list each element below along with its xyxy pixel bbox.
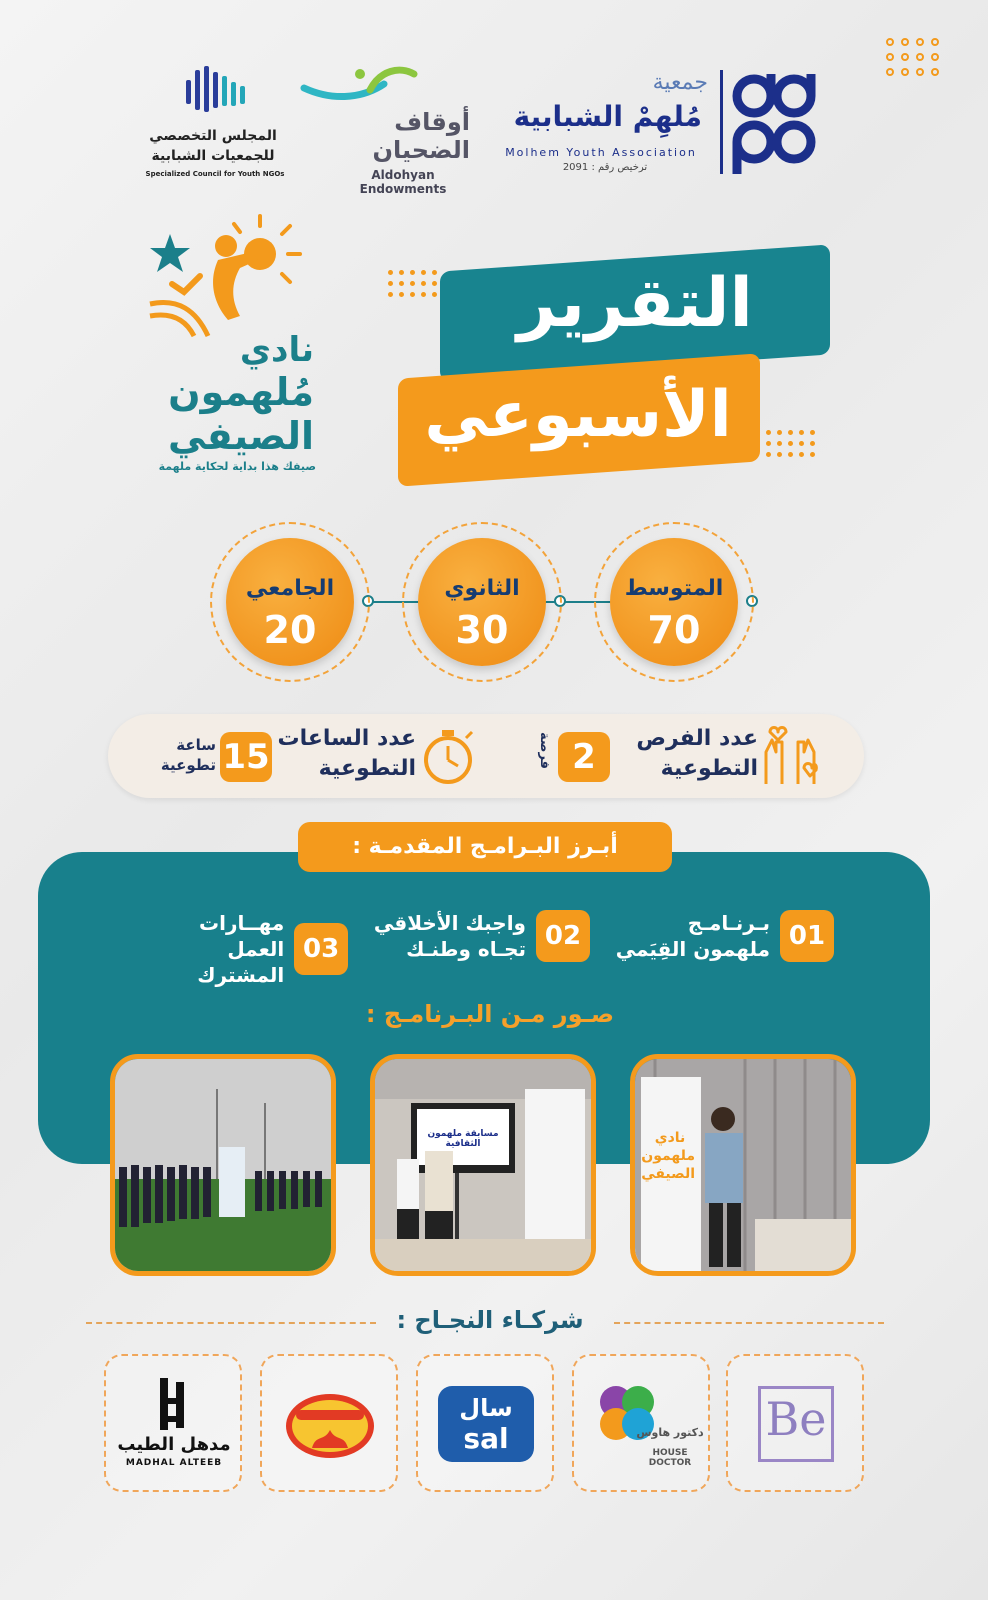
opportunities-value: 2 [558, 732, 610, 782]
circle-fill [418, 538, 546, 666]
quiz-screen-text: مسابقة ملهمون الثقافية [427, 1129, 499, 1149]
level-label: الجامعي [245, 576, 335, 601]
programs-header: أبـرز البـرامـج المقدمـة : [298, 822, 672, 872]
hours-title-line2: التطوعية [318, 756, 416, 781]
partner-sal [416, 1354, 554, 1492]
level-value: 70 [647, 608, 701, 652]
council-logo-mark [184, 62, 250, 122]
molhem-logo-mark [720, 66, 820, 178]
program-title [134, 910, 284, 988]
stats-bar [108, 714, 864, 798]
council-name-en: Specialized Council for Youth NGOs [145, 170, 285, 178]
program-title-line2: تجـاه وطنـك [406, 937, 526, 961]
club-logo-figure [148, 212, 308, 342]
pot-logo-icon [282, 1386, 378, 1464]
partner-madhal-alteeb [104, 1354, 242, 1492]
partner-name-ar: دكتور هاوس [636, 1426, 704, 1439]
level-label: الثانوي [444, 576, 520, 601]
partners-title: شركـاء النجـاح : [396, 1306, 584, 1334]
program-title [616, 910, 770, 962]
volunteer-hands-icon [760, 722, 820, 788]
program-title-line1: بـرنـامـج [687, 911, 770, 935]
level-label: المتوسط [624, 576, 724, 601]
program-number: 03 [294, 923, 348, 975]
hours-value: 15 [220, 732, 272, 782]
partner-food-logo [260, 1354, 398, 1492]
opportunities-title-line1: عدد الفرص [636, 726, 758, 751]
partner-house-doctor [572, 1354, 710, 1492]
council-name-line1: المجلس التخصصي [149, 128, 277, 144]
club-name-line3: الصيفي [167, 414, 314, 458]
opportunities-unit: فرصة [537, 732, 552, 770]
report-title-line2: الأسبوعي [424, 378, 732, 452]
molhem-license: ترخيص رقم : 2091 [562, 162, 648, 173]
program-number: 01 [780, 910, 834, 962]
divider-right [614, 1322, 884, 1324]
partner-be [726, 1354, 864, 1492]
program-photo-field [110, 1054, 336, 1276]
opportunities-title-line2: التطوعية [660, 756, 758, 781]
partner-name-en: sal [463, 1422, 509, 1455]
decorative-dots [766, 430, 815, 457]
program-item [368, 910, 590, 962]
level-value: 20 [263, 608, 317, 652]
program-item [610, 910, 834, 962]
hours-title-line1: عدد الساعات [277, 726, 416, 751]
madhal-logo-mark [154, 1376, 194, 1432]
partner-name-ar: مدهل الطيب [117, 1434, 231, 1455]
level-circle-university [210, 522, 370, 682]
program-title-line2: ملهمون القِيَمي [615, 937, 770, 961]
club-banner-text: نادي ملهمون الصيفي [641, 1130, 695, 1182]
hours-unit-line2: تطوعية [160, 756, 216, 774]
decorative-dots [886, 38, 939, 76]
report-title-line1: التقرير [517, 264, 753, 343]
molhem-name: مُلهِمْ الشبابية [513, 100, 702, 133]
stopwatch-icon [422, 726, 478, 786]
circle-fill [610, 538, 738, 666]
program-title [374, 910, 526, 962]
partner-name-en: Be [765, 1392, 827, 1446]
aldohyan-logo-mark [300, 60, 420, 110]
aldohyan-name-en: Aldohyan Endowments [359, 168, 447, 196]
aldohyan-name-line1: أوقاف [394, 108, 470, 136]
level-circle-secondary [402, 522, 562, 682]
program-number: 02 [536, 910, 590, 962]
molhem-prefix: جمعية [652, 70, 708, 95]
partner-name-ar: سال [459, 1394, 513, 1422]
program-photo-quiz [370, 1054, 596, 1276]
council-name-line2: للجمعيات الشبابية [151, 148, 275, 164]
program-photo-speaker [630, 1054, 856, 1276]
level-circle-intermediate [594, 522, 754, 682]
molhem-name-en: Molhem Youth Association [505, 146, 697, 159]
photos-title: صـور مـن البـرنامـج : [365, 1000, 615, 1028]
club-name-line2: مُلهمون [168, 370, 314, 414]
hours-unit-line1: ساعة [176, 736, 216, 754]
club-tagline: صيفك هذا بداية لحكاية ملهمة [158, 460, 316, 473]
partner-name-en: MADHAL ALTEEB [125, 1458, 223, 1468]
aldohyan-name-line2: الضحيان [372, 136, 470, 164]
circle-fill [226, 538, 354, 666]
club-name-line1: نادي [239, 330, 314, 370]
decorative-dots [388, 270, 437, 297]
program-title-line1: مهــارات [199, 911, 285, 935]
level-value: 30 [455, 608, 509, 652]
program-title-line1: واجبك الأخلاقي [373, 911, 526, 935]
program-title-line2: العمل المشترك [197, 937, 285, 987]
divider-left [86, 1322, 376, 1324]
partner-name-en: HOUSE DOCTOR [648, 1448, 692, 1468]
program-item [134, 910, 348, 988]
